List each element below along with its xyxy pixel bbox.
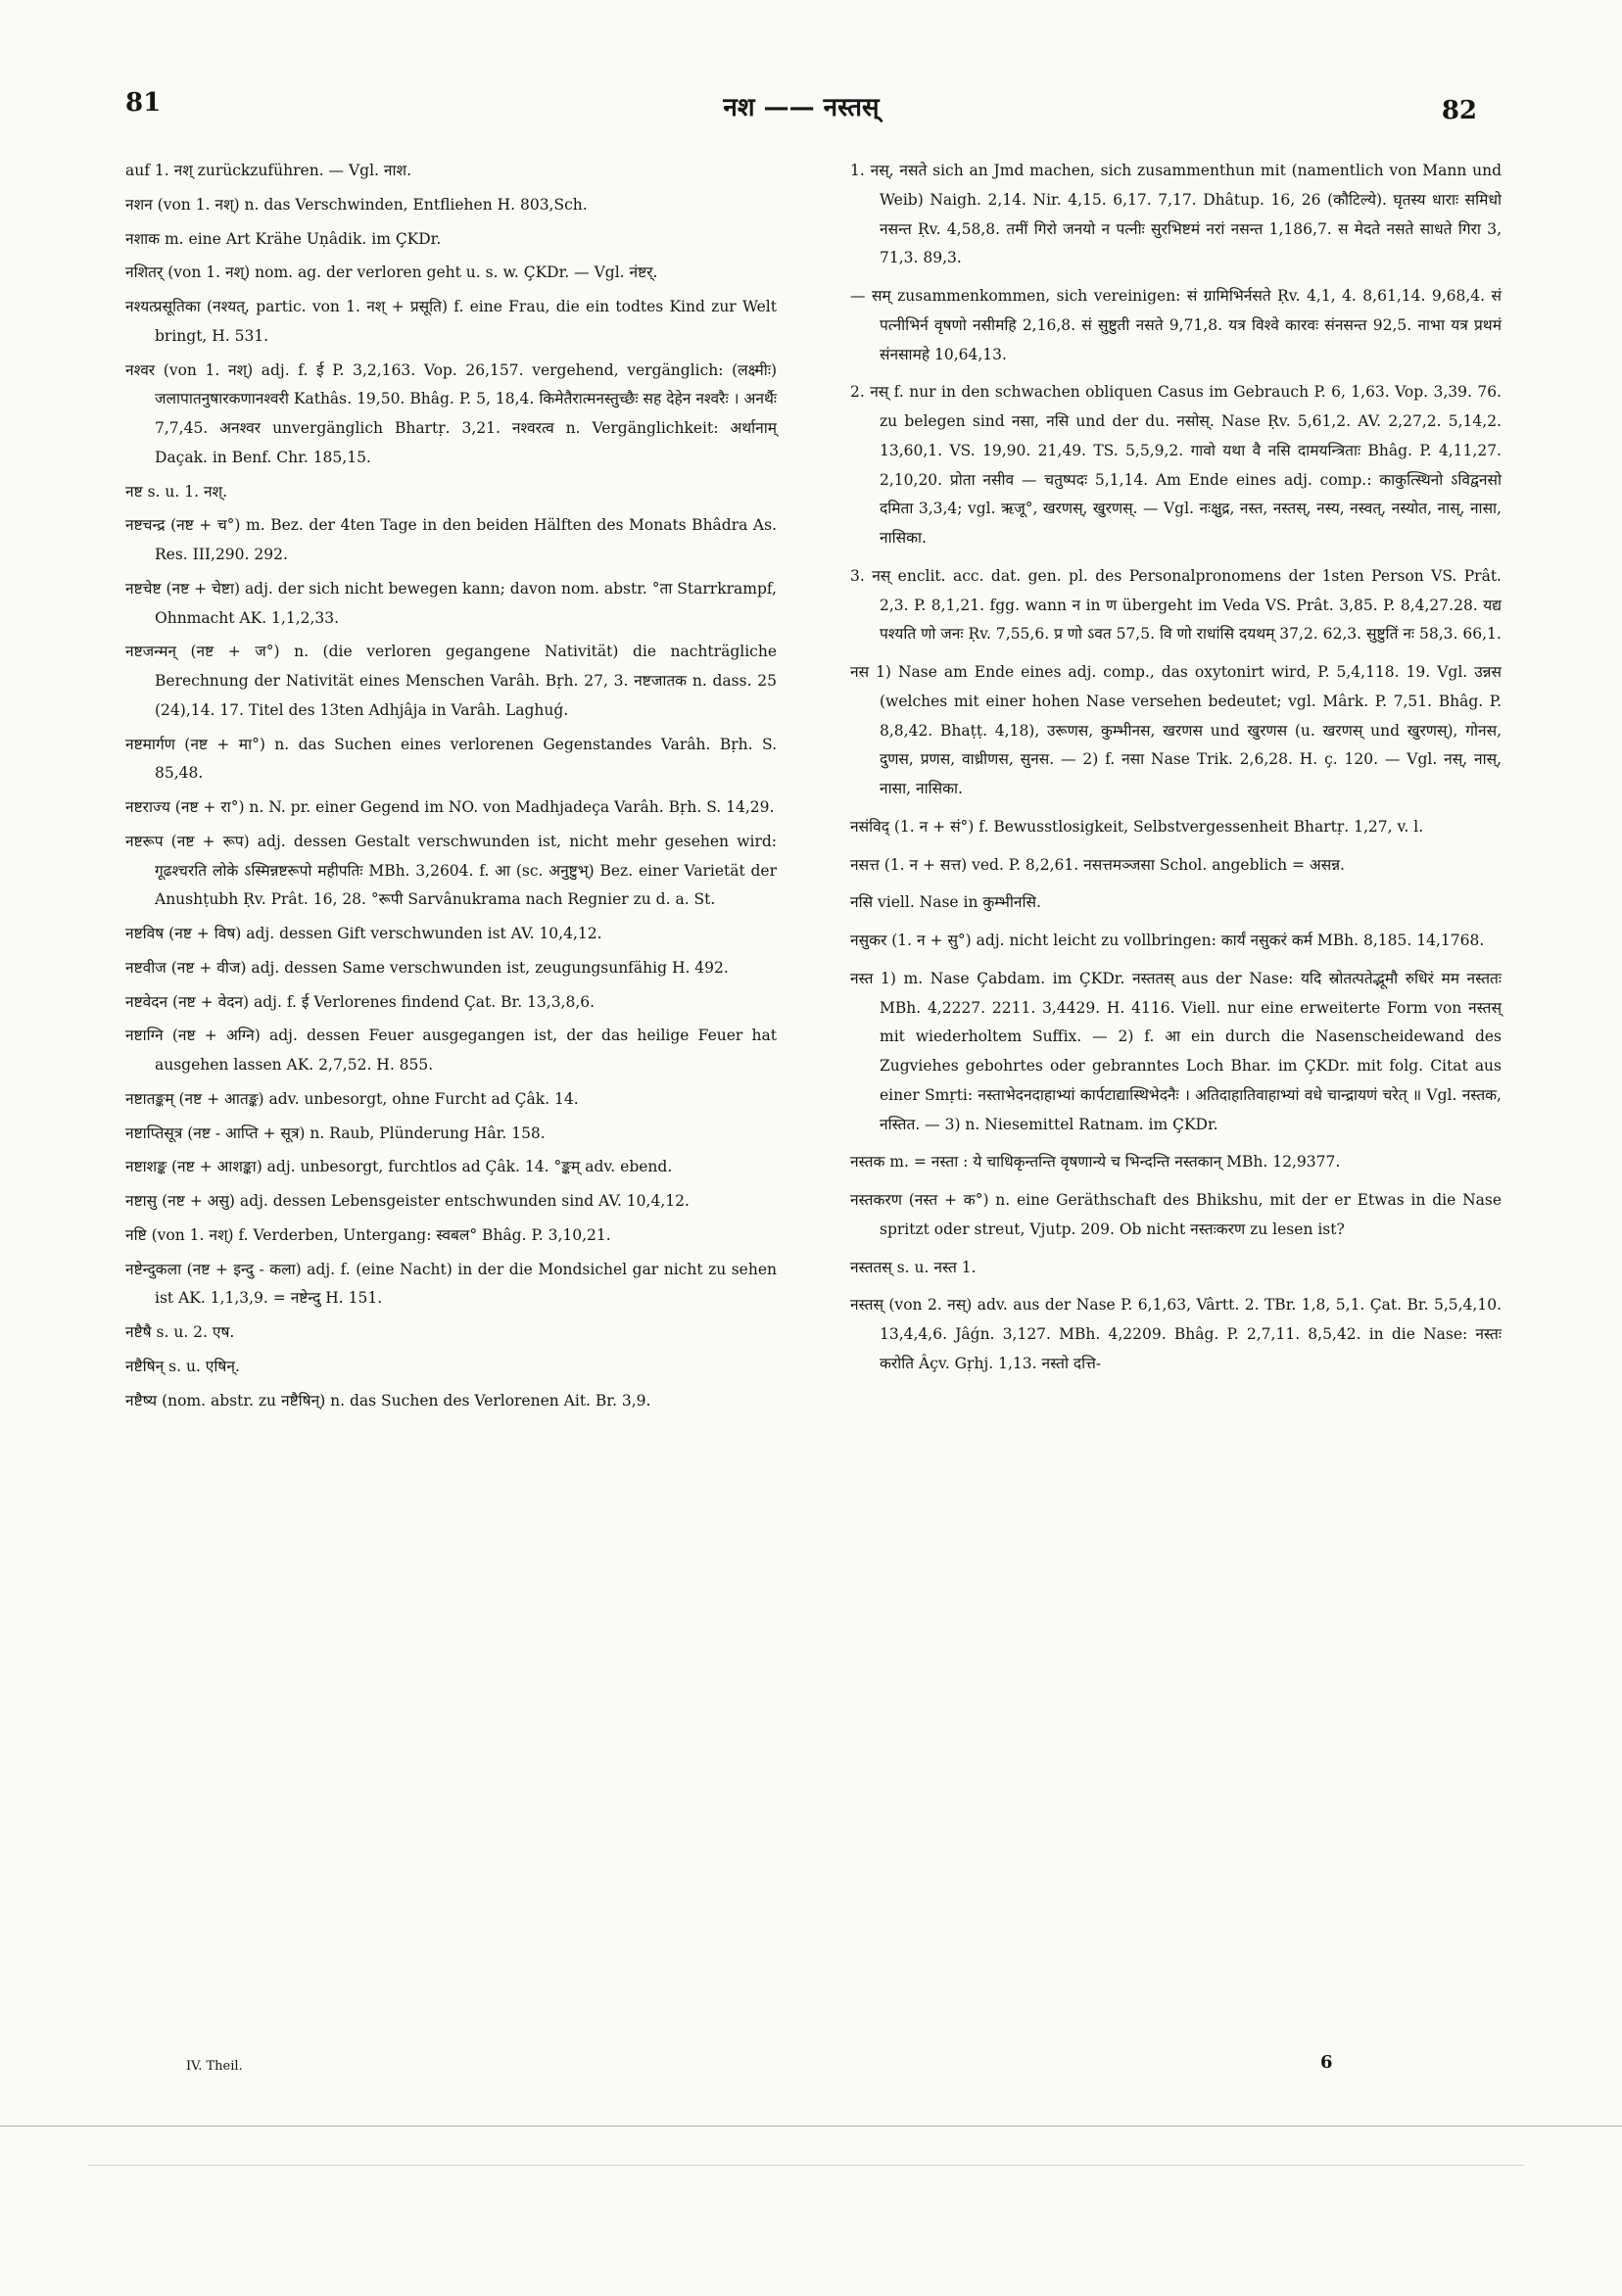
page-number-right: 82 [1441,96,1477,125]
dictionary-entry: नष्टेन्दुकला (नष्ट + इन्दु - कला) adj. f. (eine Nacht) in der die Mondsichel gar nicht zu sehen ist AK. 1,1,3,9. = नष्टेन्दु H. 151. [125,1260,777,1308]
running-head: नश —— नस्तस् [723,93,880,122]
dictionary-entry: नष्टैषै s. u. 2. एष. [125,1323,235,1341]
dictionary-entry: नशाक m. eine Art Krähe Uṇâdik. im ÇKDr. [125,229,442,248]
dictionary-entry: नश्यत्प्रसूतिका (नश्यत्, partic. von 1. नश् + प्रसूति) f. eine Frau, die ein todtes Kind zur Welt bringt, H. 531. [125,298,777,345]
dictionary-entry: नसि viell. Nase in कुम्भीनसि. [850,893,1041,912]
page-number-left: 81 [125,88,162,118]
dictionary-entry: नष्टवेदन (नष्ट + वेदन) adj. f. ई Verlorenes findend Çat. Br. 13,3,8,6. [125,992,596,1011]
sheet-number: 6 [1320,2052,1333,2073]
dictionary-entry: नष्टजन्मन् (नष्ट + ज°) n. (die verloren gegangene Nativität) die nachträgliche Berechnung der Nativität eines Menschen Varâh. Bṛh. 27, 3. नष्टजातक n. dass. 25 (24),14. 17. Titel des 13ten Adhjâja in Varâh. Laghuǵ. [125,643,777,719]
dictionary-entry: नष्टरूप (नष्ट + रूप) adj. dessen Gestalt verschwunden ist, nicht mehr gesehen wird: गूढश्चरति लोके ऽस्मिन्नष्टरूपो महीपतिः MBh. 3,2604. f. आ (sc. अनुष्टुभ्) Bez. einer Varietät der Anushṭubh Ṛv. Prât. 16, 28. °रूपी Sarvânukrama nach Regnier zu d. a. St. [125,832,777,909]
dictionary-entry: नष्टाप्तिसूत्र (नष्ट - आप्ति + सूत्र) n. Raub, Plünderung Hâr. 158. [125,1124,546,1142]
dictionary-entry: 1. नस्, नसते sich an Jmd machen, sich zusammenthun mit (namentlich von Mann und Weib) Naigh. 2,14. Nir. 4,15. 6,17. 7,17. Dhâtup. 16, 26 (कौटिल्ये). घृतस्य धाराः समिधो नसन्त Ṛv. 4,58,8. तमीं गिरो जनयो न पत्नीः सुरभिष्टमं नरां नसन्त 1,186,7. स मेदते नसते साधते गिरा 3, 71,3. 89,3. [850,162,1502,267]
dictionary-entry: नष्टैषिन् s. u. एषिन्. [125,1357,240,1375]
dictionary-entry: नसत्त (1. न + सत्त) ved. P. 8,2,61. नसत्तमञ्जसा Schol. angeblich = असन्न. [850,855,1345,874]
dictionary-entry: नस्ततस् s. u. नस्त 1. [850,1258,977,1276]
scan-edge-line [0,2126,1622,2127]
dictionary-entry: नसंविद् (1. न + सं°) f. Bewusstlosigkeit, Selbstvergessenheit Bhartṛ. 1,27, v. l. [850,817,1424,836]
dictionary-entry: 2. नस् f. nur in den schwachen obliquen Casus im Gebrauch P. 6, 1,63. Vop. 3,39. 76. zu belegen sind नसा, नसि und der du. नसोस्. Nase Ṛv. 5,61,2. AV. 2,27,2. 5,14,2. 13,60,1. VS. 19,90. 21,49. TS. 5,5,9,2. गावो यथा वै नसि दामयन्त्रिताः Bhâg. P. 4,11,27. 2,10,20. प्रोता नसीव — चतुष्पदः 5,1,14. Am Ende eines adj. comp.: काकुत्स्थिनो ऽविद्वनसो दमिता 3,3,4; vgl. ऋजू°, खरणस्, खुरणस्. — Vgl. नःक्षुद्र, नस्त, नस्तस्, नस्य, नस्वत्, नस्योत, नास्, नासा, नासिका. [850,383,1502,547]
left-column [125,157,777,1420]
dictionary-entry: नसुकर (1. न + सु°) adj. nicht leicht zu vollbringen: कार्यं नसुकरं कर्म MBh. 8,185. 14,1768. [850,932,1485,949]
dictionary-entry: नस्तस् (von 2. नस्) adv. aus der Nase P. 6,1,63, Vârtt. 2. TBr. 1,8, 5,1. Çat. Br. 5,5,4,10. 13,4,4,6. Jâǵn. 3,127. MBh. 4,2209. Bhâg. P. 2,7,11. 8,5,42. in die Nase: नस्तः करोति Âçv. Gṛhj. 1,13. नस्तो दत्ति- [850,1296,1502,1372]
dictionary-entry: नष्टाशङ्क (नष्ट + आशङ्का) adj. unbesorgt, furchtlos ad Çâk. 14. °ङ्कम् adv. ebend. [125,1158,673,1176]
dictionary-entry: नस 1) Nase am Ende eines adj. comp., das oxytonirt wird, P. 5,4,118. 19. Vgl. उन्नस (welches mit einer hohen Nase versehen bedeutet; vgl. Mârk. P. 7,51. Bhâg. P. 8,8,42. Bhaṭṭ. 4,18), उरूणस, कुम्भीनस, खरणस und खुरणस (u. खरणस् und खुरणस्), गोनस, दुणस, प्रणस, वाध्रीणस, सुनस. — 2) f. नसा Nase Trik. 2,6,28. H. ç. 120. — Vgl. नस्, नास्, नासा, नासिका. [850,663,1502,797]
dictionary-entry: नष्टचेष्ट (नष्ट + चेष्टा) adj. der sich nicht bewegen kann; davon nom. abstr. °ता Starrkrampf, Ohnmacht AK. 1,1,2,33. [125,579,777,627]
dictionary-entry: नशितर् (von 1. नश्) nom. ag. der verloren geht u. s. w. ÇKDr. — Vgl. नंष्टर्. [125,263,658,282]
dictionary-entry: नष्टचन्द्र (नष्ट + च°) m. Bez. der 4ten Tage in den beiden Hälften des Monats Bhâdra As. Res. III,290. 292. [125,516,777,563]
dictionary-entry: नस्त 1) m. Nase Çabdam. im ÇKDr. नस्ततस् aus der Nase: यदि स्रोतत्पतेद्भूमौ रुधिरं मम नस्ततः MBh. 4,2227. 2211. 3,4429. H. 4116. Viell. nur eine erweiterte Form von नस्तस् mit wiederholtem Suffix. — 2) f. आ ein durch die Nasenscheidewand des Zugviehes gebohrtes oder gebranntes Loch Bhar. im ÇKDr. mit folg. Citat aus einer Smṛti: नस्ताभेदनदाहाभ्यां कार्पटाद्यास्थिभेदनैः । अतिदाहातिवाहाभ्यां वधे चान्द्रायणं चरेत् ॥ Vgl. नस्तक, नस्तित. — 3) n. Niesemittel Ratnam. im ÇKDr. [850,969,1502,1133]
dictionary-entry: नष्टमार्गण (नष्ट + मा°) n. das Suchen eines verlorenen Gegenstandes Varâh. Bṛh. S. 85,48. [125,735,777,783]
signature-mark: IV. Theil. [186,2059,243,2074]
dictionary-entry: नष्टासु (नष्ट + असु) adj. dessen Lebensgeister entschwunden sind AV. 10,4,12. [125,1192,690,1210]
dictionary-entry: नष्टराज्य (नष्ट + रा°) n. N. pr. einer Gegend im NO. von Madhjadeça Varâh. Bṛh. S. 14,29. [125,798,775,816]
dictionary-entry: — सम् zusammenkommen, sich vereinigen: सं ग्रामिभिर्नसते Ṛv. 4,1, 4. 8,61,14. 9,68,4. सं पत्नीभिर्न वृषणो नसीमहि 2,16,8. सं सुष्टुती नसते 9,71,8. यत्र विश्वे कारवः संनसन्त 92,5. नाभा यत्र प्रथमं संनसामहे 10,64,13. [850,287,1502,363]
dictionary-entry: नशन (von 1. नश्) n. das Verschwinden, Entfliehen H. 803,Sch. [125,195,588,214]
dictionary-entry: नष्टवीज (नष्ट + वीज) adj. dessen Same verschwunden ist, zeugungsunfähig H. 492. [125,958,729,977]
dictionary-entry: नष्ट s. u. 1. नश्. [125,482,228,501]
dictionary-entry: auf 1. नश् zurückzuführen. — Vgl. नाश. [125,162,411,179]
scan-edge-line-secondary [88,2165,1524,2166]
dictionary-entry: नस्तक m. = नस्ता : ये चाधिकृन्तन्ति वृषणान्ये च भिन्दन्ति नस्तकान् MBh. 12,9377. [850,1153,1341,1172]
dictionary-entry: नष्टैष्य (nom. abstr. zu नष्टैषिन्) n. das Suchen des Verlorenen Ait. Br. 3,9. [125,1391,651,1410]
dictionary-entry: 3. नस् enclit. acc. dat. gen. pl. des Personalpronomens der 1sten Person VS. Prât. 2,3. P. 8,1,21. fgg. wann न in ण übergeht im Veda VS. Prât. 3,85. P. 8,4,27.28. यद्य पश्यति णो जनः Ṛv. 7,55,6. प्र णो ऽवत 57,5. वि णो राधांसि दयथम् 37,2. 62,3. सुष्टुतिं नः 58,3. 66,1. [850,566,1502,644]
dictionary-entry: नश्वर (von 1. नश्) adj. f. ई P. 3,2,163. Vop. 26,157. vergehend, vergänglich: (लक्ष्मीः) जलापातनुषारकणानश्वरी Kathâs. 19,50. Bhâg. P. 5, 18,4. किमेतैरात्मनस्तुच्छैः सह देहेन नश्वरैः । अनर्थैः 7,7,45. अनश्वर unvergänglich Bhartṛ. 3,21. नश्वरत्व n. Vergänglichkeit: अर्थानाम् Daçak. in Benf. Chr. 185,15. [125,360,777,466]
dictionary-entry: नस्तकरण (नस्त + क°) n. eine Geräthschaft des Bhikshu, mit der er Etwas in die Nase spritzt oder streut, Vjutp. 209. Ob nicht नस्तःकरण zu lesen ist? [850,1191,1502,1238]
page-header [125,88,1477,137]
dictionary-entry: नष्टविष (नष्ट + विष) adj. dessen Gift verschwunden ist AV. 10,4,12. [125,925,602,942]
dictionary-entry: नष्टि (von 1. नश्) f. Verderben, Untergang: स्वबल° Bhâg. P. 3,10,21. [125,1225,611,1244]
dictionary-entry: नष्टातङ्कम् (नष्ट + आतङ्क) adv. unbesorgt, ohne Furcht ad Çâk. 14. [125,1089,579,1108]
dictionary-entry: नष्टाग्नि (नष्ट + अग्नि) adj. dessen Feuer ausgegangen ist, der das heilige Feuer hat ausgehen lassen AK. 2,7,52. H. 855. [125,1027,777,1074]
right-column [850,157,1502,1388]
